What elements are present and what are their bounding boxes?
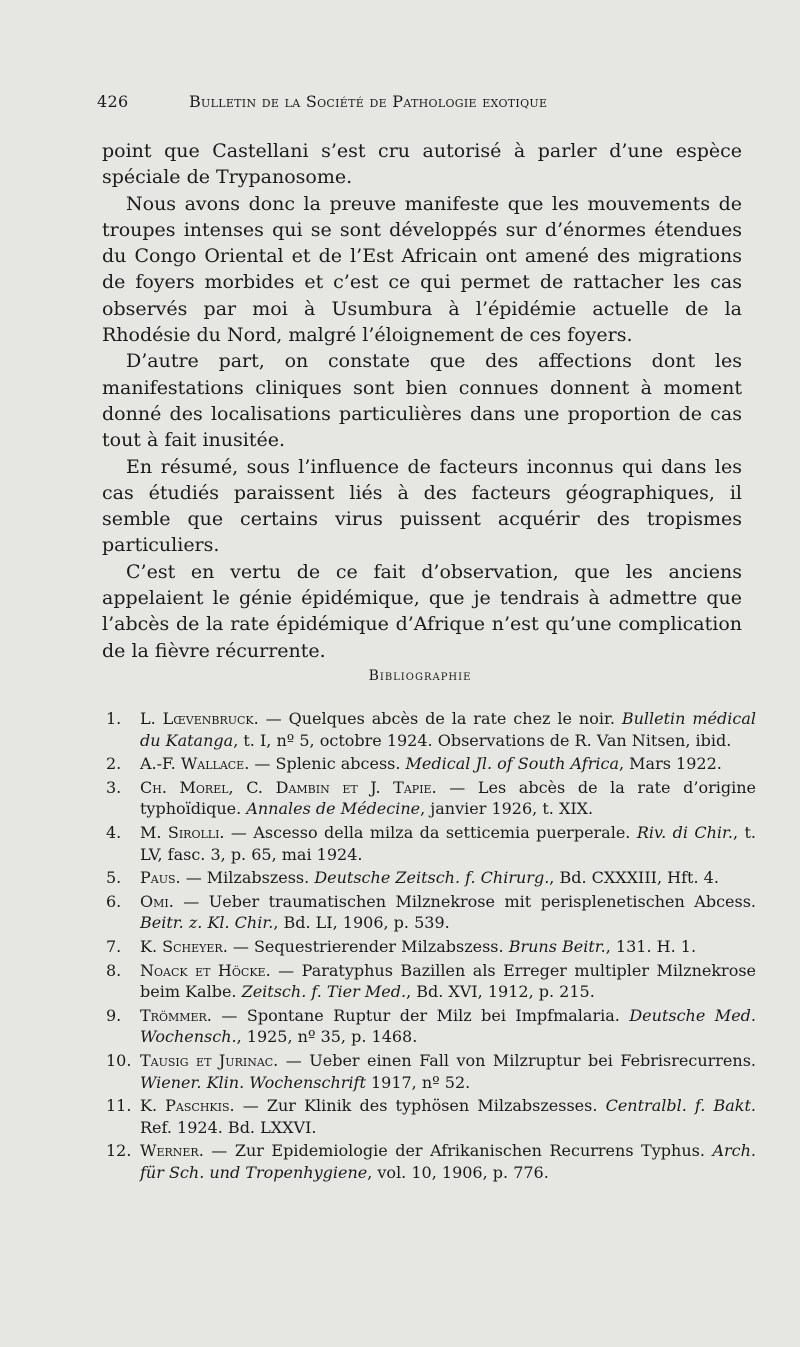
paragraph: Nous avons donc la preuve manifeste que les mouvements de troupes intenses qui se sont développés sur d’énormes étendues du Congo Oriental et de l’Est Africain ont amené des migrations de foyers morbides et c’est ce qui permet de rattacher les cas observés par moi à Usumbura à l’épidémie actuelle de la Rhodésie du Nord, malgré l’éloignement de ces foyers.: [102, 192, 742, 347]
running-title: Bulletin de la Société de Pathologie exotique: [189, 92, 548, 111]
entry-title: — Sequestrierender Milzabszess.: [227, 936, 509, 956]
entry-number: 3.: [106, 777, 122, 797]
entry-title: — Les abcès de la rate d’origine typhoïdique.: [140, 777, 756, 819]
bibliography-entry: [106, 936, 756, 958]
entry-text: [140, 1095, 756, 1138]
entry-details: , janvier 1926, t. XIX.: [420, 799, 594, 819]
entry-journal: Riv. di Chir.: [636, 822, 734, 842]
entry-author: Werner.: [140, 1141, 204, 1161]
entry-journal: Wiener. Klin. Wochenschrift: [140, 1072, 366, 1092]
entry-details: 1917, nº 52.: [365, 1072, 471, 1092]
entry-journal: Deutsche Med. Wochensch.: [140, 1005, 756, 1047]
bibliography-entry: [106, 891, 756, 934]
entry-journal: Arch. für Sch. und Tropenhygiene: [140, 1141, 756, 1182]
entry-journal: Bulletin médical du Katanga: [140, 709, 756, 750]
bibliography-list: [106, 708, 756, 1185]
bibliography-entry: [106, 822, 756, 865]
bibliography-entry: [106, 960, 756, 1003]
paragraph: D’autre part, on constate que des affections dont les manifestations cliniques sont bien connues donnent à moment donné des localisations particulières dans une proportion de cas tout à fait inusitée.: [102, 350, 742, 452]
entry-number: 5.: [106, 868, 122, 888]
entry-details: , Bd. CXXXIII, Hft. 4.: [549, 868, 719, 888]
bibliography-entry: [106, 708, 756, 751]
paragraph: En résumé, sous l’influence de facteurs inconnus qui dans les cas étudiés paraissent liés à des facteurs géographiques, il semble que certains virus puissent acquérir des tropismes particuliers.: [102, 455, 742, 557]
entry-journal: Annales de Médecine: [246, 799, 421, 819]
entry-details: , Bd. XVI, 1912, p. 215.: [406, 982, 595, 1002]
bibliography-entry: [106, 1140, 756, 1183]
entry-title: — Zur Epidemiologie der Afrikanischen Recurrens Typhus.: [203, 1141, 713, 1161]
entry-title: — Ascesso della milza da setticemia puerperale.: [224, 822, 637, 842]
entry-details: , 131. H. 1.: [605, 936, 697, 956]
bibliography-entry: [106, 867, 756, 889]
entry-author: Ch. Morel, C. Dambin et J. Tapie.: [140, 777, 437, 797]
entry-title: — Zur Klinik des typhösen Milzabszesses.: [234, 1096, 606, 1116]
entry-details: , t. I, nº 5, octobre 1924. Observations de R. Van Nitsen, ibid.: [233, 730, 732, 750]
entry-number: 1.: [106, 709, 122, 728]
entry-number: 11.: [106, 1096, 132, 1116]
entry-title: — Quelques abcès de la rate chez le noir.: [258, 709, 622, 728]
entry-details: Ref. 1924. Bd. LXXVI.: [140, 1117, 317, 1137]
body-text: [102, 138, 742, 664]
entry-text: [140, 1005, 756, 1048]
entry-number: 9.: [106, 1005, 122, 1025]
entry-text: [140, 777, 756, 820]
entry-journal: Beitr. z. Kl. Chir.: [140, 913, 274, 933]
entry-text: [140, 708, 756, 751]
entry-details: , Mars 1922.: [618, 754, 722, 774]
entry-title: — Splenic abcess.: [249, 754, 406, 774]
entry-details: , Bd. LI, 1906, p. 539.: [273, 913, 450, 933]
bibliography-title: Bibliographie: [368, 668, 472, 684]
entry-details: , t. LV, fasc. 3, p. 65, mai 1924.: [140, 822, 757, 864]
entry-author: K. Scheyer.: [140, 936, 228, 956]
entry-journal: Deutsche Zeitsch. f. Chirurg.: [314, 868, 550, 888]
entry-author: Tausig et Jurinac.: [140, 1050, 279, 1070]
entry-title: — Ueber traumatischen Milznekrose mit perisplenetischen Abcess.: [173, 891, 756, 911]
bibliography-entry: [106, 1005, 756, 1048]
entry-number: 4.: [106, 822, 122, 842]
entry-author: L. Lœvenbruck.: [140, 709, 259, 728]
paragraph: C’est en vertu de ce fait d’observation, que les anciens appelaient le génie épidémique, que je tendrais à admettre que l’abcès de la rate épidémique d’Afrique n’est qu’une complication de la fièvre récurrente.: [102, 560, 742, 662]
entry-text: [140, 936, 756, 958]
entry-text: [140, 867, 756, 889]
entry-details: , vol. 10, 1906, p. 776.: [367, 1162, 549, 1182]
page-header: [97, 92, 747, 111]
bibliography-entry: [106, 777, 756, 820]
entry-journal: Centralbl. f. Bakt.: [605, 1096, 756, 1116]
entry-author: K. Paschkis.: [140, 1096, 235, 1116]
entry-author: Trömmer.: [140, 1005, 212, 1025]
entry-number: 6.: [106, 891, 122, 911]
entry-number: 7.: [106, 936, 122, 956]
entry-details: , 1925, nº 35, p. 1468.: [236, 1027, 418, 1047]
entry-author: Omi.: [140, 891, 174, 911]
bibliography-entry: [106, 753, 756, 775]
entry-text: [140, 822, 756, 865]
entry-text: [140, 1050, 756, 1093]
entry-text: [140, 1140, 756, 1183]
entry-text: [140, 753, 756, 775]
entry-number: 8.: [106, 960, 122, 980]
entry-author: M. Sirolli.: [140, 822, 225, 842]
entry-title: — Spontane Ruptur der Milz bei Impfmalaria.: [211, 1005, 630, 1025]
entry-author: A.-F. Wallace.: [140, 754, 250, 774]
entry-title: — Ueber einen Fall von Milzruptur bei Febrisrecurrens.: [278, 1050, 757, 1070]
entry-title: — Milzabszess.: [180, 868, 315, 888]
entry-number: 10.: [106, 1050, 132, 1070]
page-number: 426: [97, 92, 129, 111]
paragraph: point que Castellani s’est cru autorisé à parler d’une espèce spéciale de Trypanosome.: [102, 140, 742, 189]
bibliography-entry: [106, 1050, 756, 1093]
entry-number: 12.: [106, 1141, 132, 1161]
entry-text: [140, 891, 756, 934]
entry-journal: Zeitsch. f. Tier Med.: [241, 982, 407, 1002]
entry-text: [140, 960, 756, 1003]
entry-author: Noack et Höcke.: [140, 960, 271, 980]
entry-author: Paus.: [140, 868, 181, 888]
bibliography-entry: [106, 1095, 756, 1138]
entry-number: 2.: [106, 754, 122, 774]
entry-journal: Bruns Beitr.: [508, 936, 606, 956]
entry-title: — Paratyphus Bazillen als Erreger multipler Milznekrose beim Kalbe.: [140, 960, 757, 1002]
entry-journal: Medical Jl. of South Africa: [405, 754, 619, 774]
